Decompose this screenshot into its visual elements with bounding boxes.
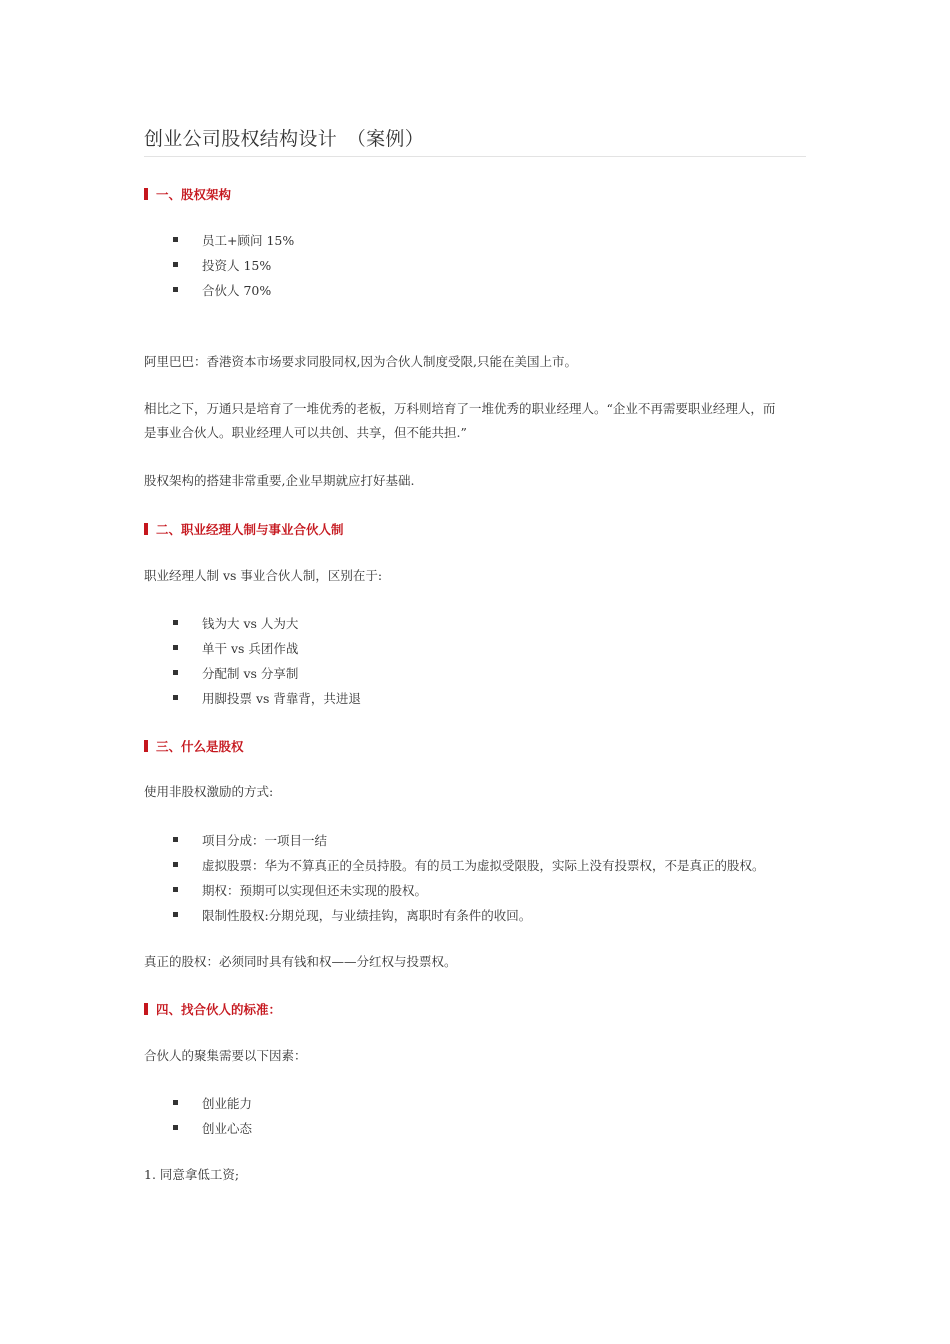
list-item: 单干 vs 兵团作战 [172, 636, 361, 661]
difference-list [172, 611, 361, 711]
bullet-icon [173, 620, 178, 625]
paragraph-nonequity: 使用非股权激励的方式: [144, 784, 274, 799]
section-heading-text: 一、股权架构 [156, 187, 232, 202]
section-heading-partner-criteria [144, 1000, 281, 1018]
partner-factors-list [172, 1091, 252, 1141]
section-heading-manager-vs-partner [144, 520, 344, 538]
page-title: 创业公司股权结构设计 （案例） [144, 128, 425, 150]
heading-marker [144, 188, 148, 200]
heading-marker [144, 740, 148, 752]
bullet-icon [173, 1100, 178, 1105]
paragraph-comparison-line2: 是事业合伙人。职业经理人可以共创、共享，但不能共担.” [144, 425, 467, 440]
list-item: 项目分成：一项目一结 [172, 828, 765, 853]
bullet-icon [173, 695, 178, 700]
list-item: 用脚投票 vs 背靠背，共进退 [172, 686, 361, 711]
list-item: 创业心态 [172, 1116, 252, 1141]
paragraph-importance: 股权架构的搭建非常重要,企业早期就应打好基础. [144, 473, 415, 488]
section-heading-equity-structure [144, 185, 231, 203]
list-item: 创业能力 [172, 1091, 252, 1116]
bullet-icon [173, 262, 178, 267]
list-item: 投资人 15% [172, 253, 294, 278]
list-item: 限制性股权:分期兑现，与业绩挂钩，离职时有条件的收回。 [172, 903, 765, 928]
list-item: 期权：预期可以实现但还未实现的股权。 [172, 878, 765, 903]
list-item: 钱为大 vs 人为大 [172, 611, 361, 636]
section-heading-text: 三、什么是股权 [156, 739, 244, 754]
section-heading-what-is-equity [144, 737, 244, 755]
bullet-icon [173, 670, 178, 675]
paragraph-alibaba: 阿里巴巴：香港资本市场要求同股同权,因为合伙人制度受限,只能在美国上市。 [144, 354, 577, 369]
heading-marker [144, 523, 148, 535]
list-item: 员工+顾问 15% [172, 228, 294, 253]
paragraph-comparison-line1: 相比之下，万通只是培育了一堆优秀的老板，万科则培育了一堆优秀的职业经理人。“企业不再需要职业经理人，而 [144, 401, 776, 416]
bullet-icon [173, 237, 178, 242]
list-item: 分配制 vs 分享制 [172, 661, 361, 686]
bullet-icon [173, 912, 178, 917]
bullet-icon [173, 287, 178, 292]
bullet-icon [173, 887, 178, 892]
paragraph-difference: 职业经理人制 vs 事业合伙人制，区别在于: [144, 568, 383, 583]
bullet-icon [173, 1125, 178, 1130]
list-item: 虚拟股票：华为不算真正的全员持股。有的员工为虚拟受限股，实际上没有投票权，不是真正的股权。 [172, 853, 765, 878]
nonequity-incentive-list [172, 828, 765, 928]
section-heading-text: 四、找合伙人的标准： [156, 1002, 282, 1017]
title-divider [144, 156, 806, 157]
paragraph-real-equity: 真正的股权：必须同时具有钱和权——分红权与投票权。 [144, 954, 457, 969]
heading-marker [144, 1003, 148, 1015]
equity-structure-list [172, 228, 294, 303]
bullet-icon [173, 645, 178, 650]
bullet-icon [173, 862, 178, 867]
section-heading-text: 二、职业经理人制与事业合伙人制 [156, 522, 344, 537]
bullet-icon [173, 837, 178, 842]
paragraph-low-salary: 1. 同意拿低工资; [144, 1167, 240, 1182]
list-item: 合伙人 70% [172, 278, 294, 303]
paragraph-partner-factors: 合伙人的聚集需要以下因素： [144, 1048, 307, 1063]
